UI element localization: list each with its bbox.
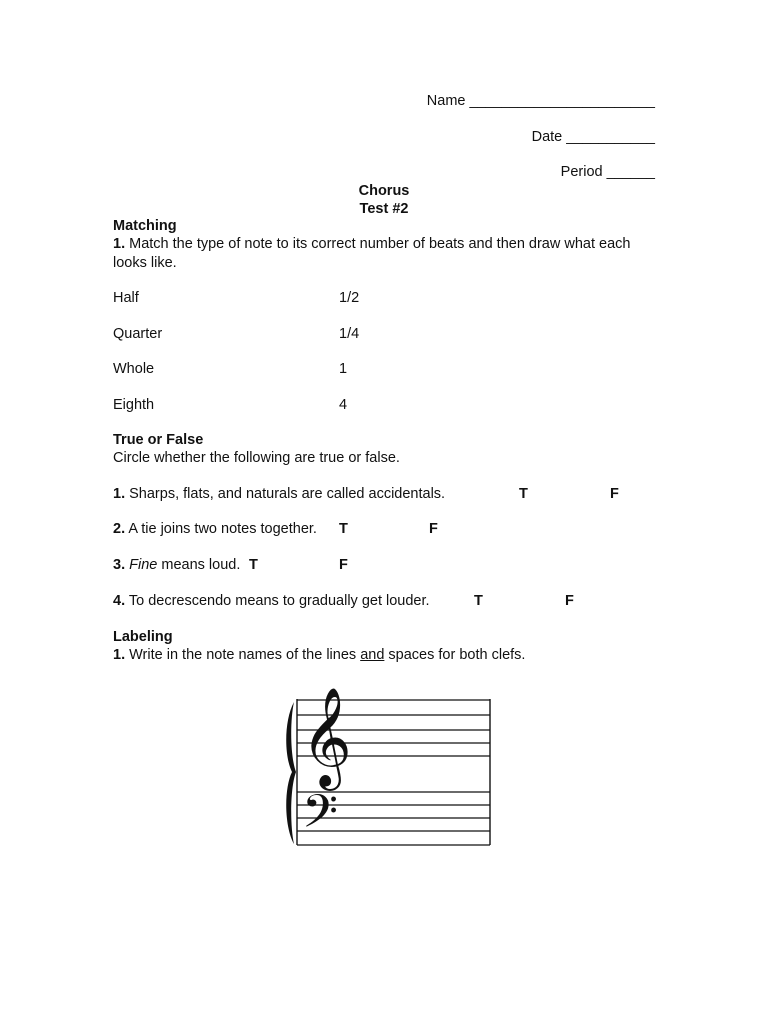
labeling-question-text-end: spaces for both clefs. bbox=[388, 647, 526, 663]
period-label: Period bbox=[560, 164, 603, 180]
tf-false-option-1[interactable]: F bbox=[610, 486, 619, 502]
tf-question-4 bbox=[113, 592, 430, 610]
beat-value-4: 4 bbox=[339, 397, 348, 413]
labeling-question-text: Write in the note names of the lines bbox=[129, 647, 357, 663]
date-blank[interactable]: ___________ bbox=[566, 129, 655, 145]
title-line1: Chorus bbox=[358, 183, 410, 199]
tf-question-number: 2. bbox=[113, 521, 126, 537]
beat-value-1: 1/2 bbox=[339, 290, 360, 306]
matching-heading: Matching bbox=[113, 218, 177, 234]
tf-true-option-3[interactable]: T bbox=[249, 557, 258, 573]
tf-true-option-4[interactable]: T bbox=[474, 593, 483, 609]
treble-clef-icon: 𝄞 bbox=[301, 687, 352, 787]
tf-question-number: 3. bbox=[113, 557, 126, 573]
labeling-question-number: 1. bbox=[113, 647, 126, 663]
tf-question-italic-term: Fine bbox=[129, 557, 158, 573]
bass-clef-icon: 𝄢 bbox=[302, 785, 339, 850]
tf-false-option-2[interactable]: F bbox=[429, 521, 438, 537]
name-blank[interactable]: _______________________ bbox=[469, 93, 655, 109]
tf-false-option-3[interactable]: F bbox=[339, 557, 348, 573]
true-false-heading: True or False bbox=[113, 432, 204, 448]
tf-question-1 bbox=[113, 485, 445, 503]
note-type-eighth: Eighth bbox=[113, 397, 155, 413]
grand-staff[interactable] bbox=[275, 676, 495, 852]
tf-question-number: 1. bbox=[113, 486, 126, 502]
tf-true-option-2[interactable]: T bbox=[339, 521, 348, 537]
tf-question-text: means loud. bbox=[157, 557, 241, 573]
true-false-instructions: Circle whether the following are true or false. bbox=[113, 450, 400, 466]
labeling-heading: Labeling bbox=[113, 629, 173, 645]
beat-value-2: 1/4 bbox=[339, 326, 360, 342]
period-line[interactable] bbox=[561, 163, 655, 181]
note-type-quarter: Quarter bbox=[113, 326, 163, 342]
matching-question bbox=[113, 235, 658, 273]
tf-false-option-4[interactable]: F bbox=[565, 593, 574, 609]
note-type-half: Half bbox=[113, 290, 139, 306]
tf-question-number: 4. bbox=[113, 593, 126, 609]
matching-question-number: 1. bbox=[113, 236, 126, 252]
title-line2: Test #2 bbox=[359, 201, 409, 217]
beat-value-3: 1 bbox=[339, 361, 348, 377]
name-line[interactable] bbox=[427, 92, 655, 110]
tf-question-2 bbox=[113, 520, 317, 538]
matching-question-text: Match the type of note to its correct number of beats and then draw what each looks like. bbox=[113, 236, 631, 271]
labeling-underlined-word: and bbox=[360, 647, 385, 663]
tf-question-text: Sharps, flats, and naturals are called accidentals. bbox=[129, 486, 446, 502]
tf-true-option-1[interactable]: T bbox=[519, 486, 528, 502]
tf-question-text: A tie joins two notes together. bbox=[128, 521, 317, 537]
tf-question-text: To decrescendo means to gradually get louder. bbox=[128, 593, 430, 609]
staff-brace bbox=[286, 702, 296, 844]
date-label: Date bbox=[531, 129, 563, 145]
tf-question-3 bbox=[113, 556, 240, 574]
period-blank[interactable]: ______ bbox=[606, 164, 655, 180]
date-line[interactable] bbox=[532, 128, 655, 146]
name-label: Name bbox=[426, 93, 466, 109]
note-type-whole: Whole bbox=[113, 361, 155, 377]
labeling-question bbox=[113, 646, 525, 664]
